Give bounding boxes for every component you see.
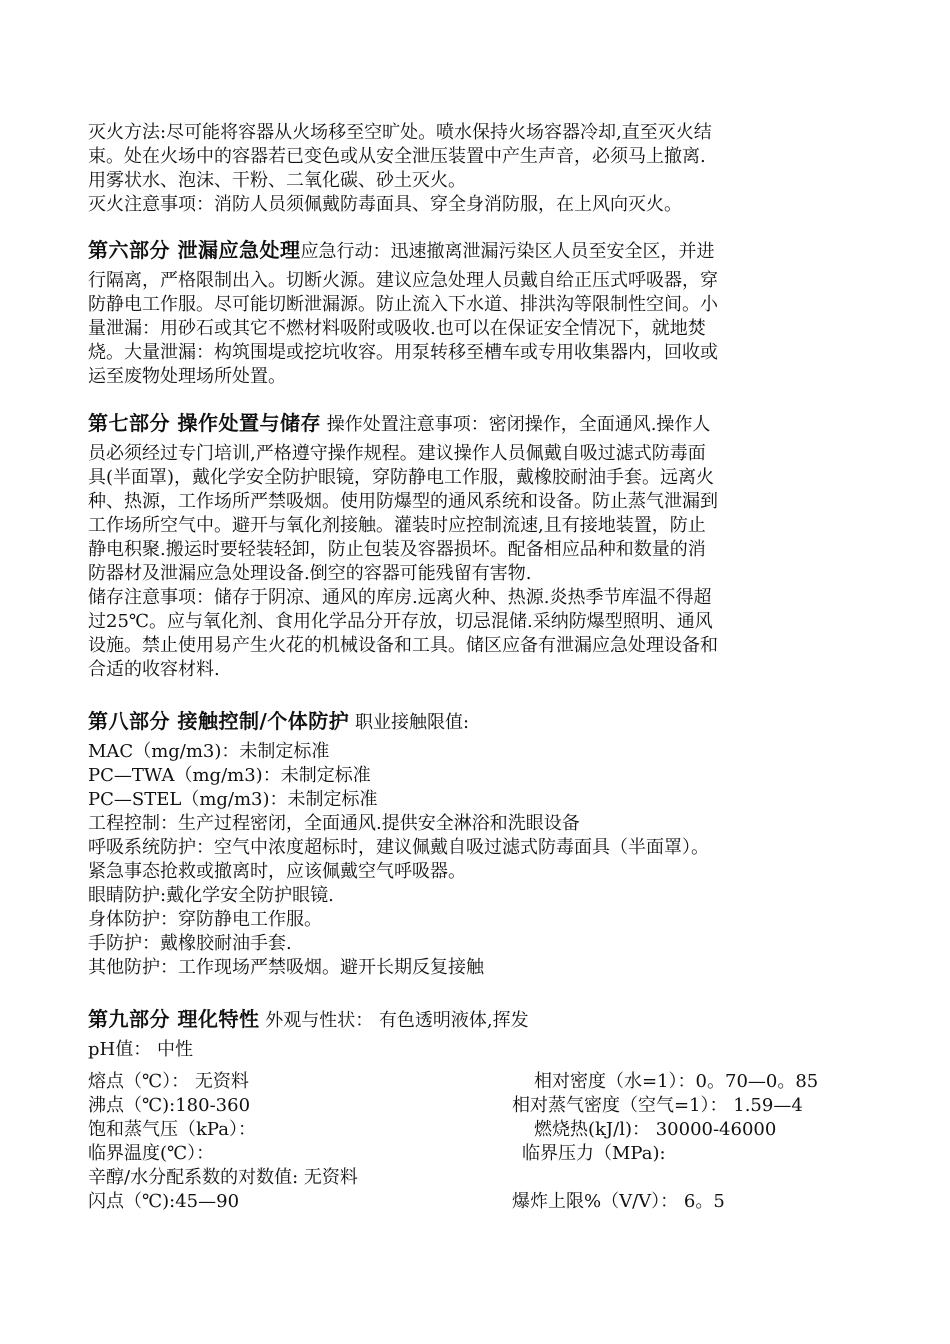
section-7-line: 员必须经过专门培训,严格遵守操作规程。建议操作人员佩戴自吸过滤式防毒面 [88, 443, 706, 464]
saturated-vapor-pressure: 饱和蒸气压（kPa）： [88, 1119, 256, 1140]
respiratory-protection: 呼吸系统防护：空气中浓度超标时，建议佩戴自吸过滤式防毒面具（半面罩）。 [88, 837, 709, 858]
relative-vapor-density: 相对蒸气密度（空气=1）： 1.59—4 [512, 1095, 803, 1116]
firefighting-line: 灭火方法:尽可能将容器从火场移至空旷处。喷水保持火场容器冷却,直至灭火结 [88, 122, 712, 143]
heat-of-combustion: 燃烧热(kJ/l)： 30000-46000 [534, 1119, 777, 1140]
section-8-intro: 职业接触限值: [355, 712, 470, 733]
pc-stel-limit: PC—STEL（mg/m3)：未制定标准 [88, 789, 378, 810]
upper-explosive-limit: 爆炸上限%（V/V）： 6。5 [512, 1191, 725, 1212]
engineering-control: 工程控制：生产过程密闭，全面通风.提供安全淋浴和洗眼设备 [88, 813, 580, 834]
other-protection: 其他防护：工作现场严禁吸烟。避开长期反复接触 [88, 957, 484, 978]
section-6-line: 行隔离，严格限制出入。切断火源。建议应急处理人员戴自给正压式呼吸器，穿 [88, 270, 718, 291]
section-7-line: 种、热源，工作场所严禁吸烟。使用防爆型的通风系统和设备。防止蒸气泄漏到 [88, 491, 718, 512]
section-7-line: 静电积聚.搬运时要轻装轻卸，防止包装及容器损坏。配备相应品种和数量的消 [88, 539, 706, 560]
section-7-storage-line: 储存注意事项：储存于阴凉、通风的库房.远离火种、热源.炎热季节库温不得超 [88, 587, 712, 608]
section-7-handling-storage [88, 408, 878, 682]
section-8-exposure-controls [88, 706, 878, 980]
firefighting-section [88, 121, 878, 217]
section-6-line: 防静电工作服。尽可能切断泄漏源。防止流入下水道、排洪沟等限制性空间。小 [88, 294, 718, 315]
section-6-title: 第六部分 泄漏应急处理 [88, 238, 301, 262]
melting-point: 熔点（℃）： 无资料 [88, 1071, 249, 1092]
critical-temperature: 临界温度(℃）： [88, 1143, 215, 1164]
section-9-title: 第九部分 理化特性 [88, 1007, 260, 1031]
section-9-physical-properties [88, 1004, 878, 1224]
section-9-heading-line [88, 1004, 878, 1038]
section-8-title: 第八部分 接触控制/个体防护 [88, 709, 350, 733]
body-protection: 身体防护：穿防静电工作服。 [88, 909, 322, 930]
section-8-heading-line [88, 706, 878, 740]
section-7-storage-line: 过25℃。应与氧化剂、食用化学品分开存放，切忌混储.采纳防爆型照明、通风 [88, 611, 713, 632]
appearance: 外观与性状： 有色透明液体,挥发 [265, 1010, 529, 1031]
octanol-water-partition: 辛醇/水分配系数的对数值: 无资料 [88, 1167, 358, 1188]
section-7-title: 第七部分 操作处置与储存 [88, 411, 321, 435]
section-7-line: 工作场所空气中。避开与氧化剂接触。灌装时应控制流速,且有接地装置，防止 [88, 515, 706, 536]
flash-point: 闪点（℃):45—90 [88, 1191, 240, 1212]
section-6-intro: 应急行动：迅速撤离泄漏污染区人员至安全区，并进 [300, 241, 715, 262]
respiratory-protection-emergency: 紧急事态抢救或撤离时，应该佩戴空气呼吸器。 [88, 861, 466, 882]
section-7-storage-line: 合适的收容材料. [88, 659, 220, 680]
relative-density: 相对密度（水=1）：0。70—0。85 [534, 1071, 819, 1092]
section-6-line: 运至废物处理场所处置。 [88, 366, 286, 387]
section-7-intro: 操作处置注意事项：密闭操作，全面通风.操作人 [326, 414, 711, 435]
section-6-leak-response [88, 235, 878, 389]
critical-pressure: 临界压力（MPa): [522, 1143, 666, 1164]
pc-twa-limit: PC—TWA（mg/m3)：未制定标准 [88, 765, 371, 786]
boiling-point: 沸点（℃):180-360 [88, 1095, 251, 1116]
firefighting-notes: 灭火注意事项：消防人员须佩戴防毒面具、穿全身消防服，在上风向灭火。 [88, 194, 682, 215]
section-7-line: 具(半面罩)，戴化学安全防护眼镜，穿防静电工作服，戴橡胶耐油手套。远离火 [88, 467, 715, 488]
section-6-heading-line [88, 235, 878, 269]
section-7-line: 防器材及泄漏应急处理设备.倒空的容器可能残留有害物. [88, 563, 532, 584]
firefighting-line: 束。处在火场中的容器若已变色或从安全泄压装置中产生声音，必须马上撤离. [88, 146, 706, 167]
section-7-heading-line [88, 408, 878, 442]
ph-value: pH值： 中性 [88, 1039, 193, 1060]
mac-limit: MAC（mg/m3)：未制定标准 [88, 741, 330, 762]
hand-protection: 手防护：戴橡胶耐油手套. [88, 933, 292, 954]
firefighting-line: 用雾状水、泡沫、干粉、二氧化碳、砂土灭火。 [88, 170, 466, 191]
section-6-line: 烧。大量泄漏：构筑围堤或挖坑收容。用泵转移至槽车或专用收集器内，回收或 [88, 342, 718, 363]
eye-protection: 眼睛防护:戴化学安全防护眼镜. [88, 885, 334, 906]
section-6-line: 量泄漏：用砂石或其它不燃材料吸附或吸收.也可以在保证安全情况下，就地焚 [88, 318, 706, 339]
section-7-storage-line: 设施。禁止使用易产生火花的机械设备和工具。储区应备有泄漏应急处理设备和 [88, 635, 718, 656]
